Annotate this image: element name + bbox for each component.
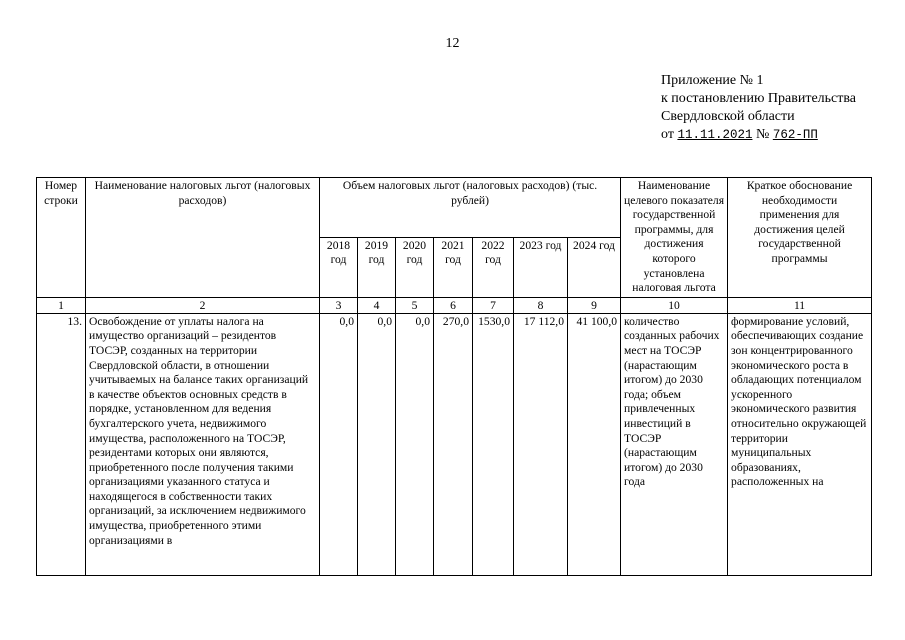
column-number: 8	[514, 297, 568, 313]
header-justification: Краткое обоснование необходимости применения для достижения целей государственной программы	[728, 178, 872, 298]
column-number: 10	[621, 297, 728, 313]
year-value-cell: 0,0	[320, 313, 358, 575]
date-prefix: от	[661, 127, 674, 142]
appendix-region-line: Свердловской области	[661, 109, 795, 124]
header-year: 2020 год	[396, 237, 434, 297]
column-number: 11	[728, 297, 872, 313]
header-year: 2018 год	[320, 237, 358, 297]
table-row	[37, 313, 872, 575]
header-row-number: Номер строки	[37, 178, 86, 298]
header-benefit-name: Наименование налоговых льгот (налоговых расходов)	[86, 178, 320, 298]
column-number: 9	[568, 297, 621, 313]
header-volume: Объем налоговых льгот (налоговых расходов) (тыс. рублей)	[320, 178, 621, 238]
year-value-cell: 0,0	[358, 313, 396, 575]
header-year: 2021 год	[434, 237, 473, 297]
column-number: 6	[434, 297, 473, 313]
year-value-cell: 1530,0	[473, 313, 514, 575]
decree-date: 11.11.2021	[677, 128, 753, 142]
year-value-cell: 41 100,0	[568, 313, 621, 575]
column-number: 3	[320, 297, 358, 313]
table-header-row	[37, 178, 872, 238]
tax-benefits-table	[36, 177, 872, 576]
column-number: 2	[86, 297, 320, 313]
justification-cell: формирование условий, обеспечивающих создание зон концентрированного экономического роста в обладающих потенциалом ускоренного экономического развития относительно окружающей территории муниципальных образованиях, расположенных на	[728, 313, 872, 575]
header-year: 2019 год	[358, 237, 396, 297]
header-year: 2023 год	[514, 237, 568, 297]
target-indicator-cell: количество созданных рабочих мест на ТОСЭР (нарастающим итогом) до 2030 года; объем привлеченных инвестиций в ТОСЭР (нарастающим итогом) до 2030 года	[621, 313, 728, 575]
decree-number: 762-ПП	[772, 128, 818, 142]
page-number: 12	[445, 36, 460, 51]
year-value-cell: 0,0	[396, 313, 434, 575]
column-number-row	[37, 297, 872, 313]
appendix-block	[661, 72, 896, 144]
appendix-title: Приложение № 1	[661, 73, 764, 88]
column-number: 5	[396, 297, 434, 313]
header-year: 2022 год	[473, 237, 514, 297]
column-number: 4	[358, 297, 396, 313]
appendix-decree-line: к постановлению Правительства	[661, 91, 857, 106]
header-year: 2024 год	[568, 237, 621, 297]
number-prefix: №	[755, 127, 770, 142]
year-value-cell: 17 112,0	[514, 313, 568, 575]
appendix-date-line	[661, 126, 896, 144]
column-number: 7	[473, 297, 514, 313]
benefit-name-cell: Освобождение от уплаты налога на имущество организаций – резидентов ТОСЭР, созданных на территории Свердловской области, в отношении учитываемых на балансе таких организаций в качестве объектов основных средств в порядке, установленном для ведения бухгалтерского учета, недвижимого имущества, расположенного на ТОСЭР, резидентами которых они являются, приобретенного после получения такими организациями указанного статуса и находящегося в собственности таких организаций, за исключением недвижимого имущества, приобретенного этими организациями в	[86, 313, 320, 575]
header-target-indicator: Наименование целевого показателя государственной программы, для достижения которого установлена налоговая льгота	[621, 178, 728, 298]
year-value-cell: 270,0	[434, 313, 473, 575]
column-number: 1	[37, 297, 86, 313]
row-number-cell: 13.	[37, 313, 86, 575]
